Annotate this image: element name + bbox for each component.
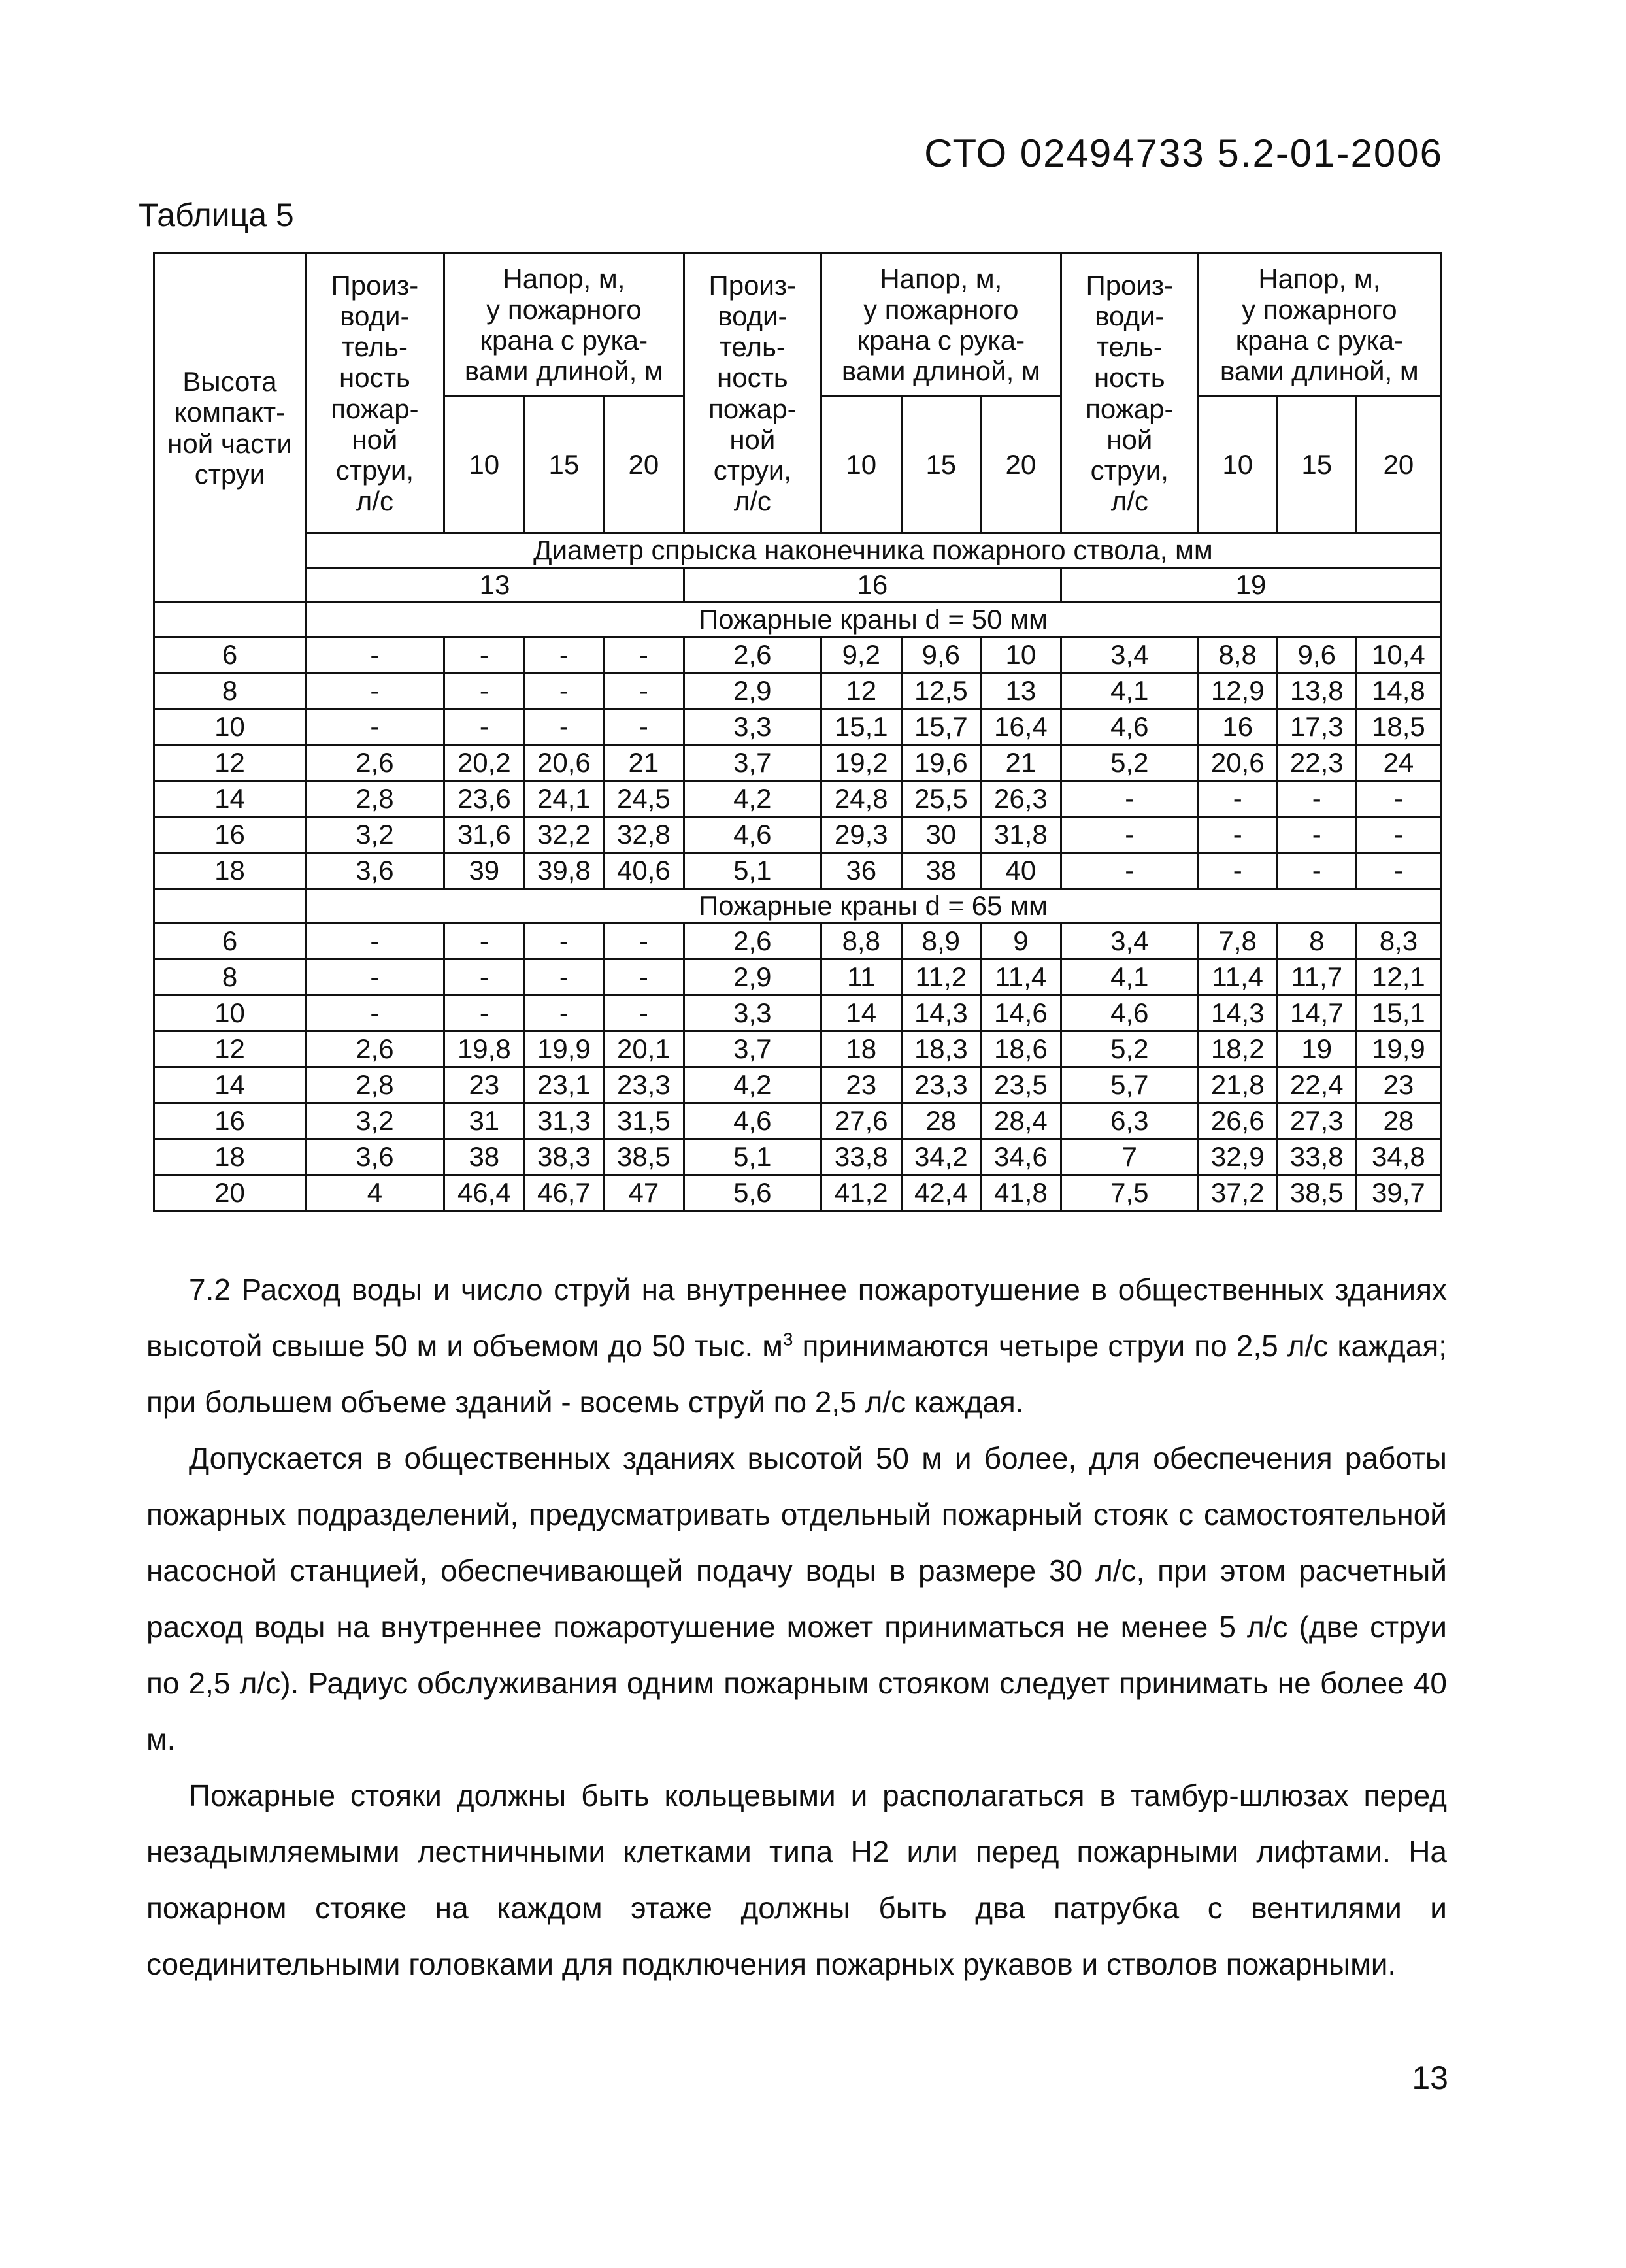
table-cell: 19,9 [1356,1031,1440,1067]
table-cell: 3,7 [684,1031,821,1067]
table-cell: 3,3 [684,995,821,1031]
table-cell: - [603,995,684,1031]
header-line: крана с рука- [480,325,648,356]
paragraph-7-2-text-end: принимаются четыре струи по 2,5 л/с каждая; при большем объеме зданий - восемь струй по 2,5 л/с каждая. [146,1329,1448,1419]
header-line: ность [339,362,410,393]
body-text [146,1261,1447,1992]
table-cell: 5,1 [684,853,821,889]
table-cell: - [1356,781,1440,817]
table-cell: 30 [901,817,980,853]
superscript-cubic: 3 [782,1329,793,1350]
table-cell: 42,4 [901,1175,980,1211]
table-cell: 19,8 [444,1031,524,1067]
header-line: вами длиной, м [841,356,1040,387]
table-cell: 31,5 [603,1103,684,1139]
table-cell: - [524,995,603,1031]
nozzle-diameter-16: 16 [684,568,1061,603]
table-cell: 12 [821,673,901,709]
hose-length-header: 10 [444,397,524,533]
table-cell: 39,7 [1356,1175,1440,1211]
table-cell: - [1277,817,1356,853]
pressure-header-16 [821,254,1061,397]
table-cell: 19,9 [524,1031,603,1067]
table-row [154,1031,1441,1067]
header-line: крана с рука- [1235,325,1404,356]
group-title: Пожарные краны d = 50 мм [305,603,1440,637]
table-cell: 3,6 [305,853,444,889]
table-cell: 16,4 [980,709,1061,745]
table-cell: - [444,673,524,709]
table-cell: 32,8 [603,817,684,853]
table-cell: 23,3 [901,1067,980,1103]
height-cell: 14 [154,1067,306,1103]
table-cell: 18,5 [1356,709,1440,745]
header-line: Напор, м, [1258,263,1381,294]
hose-length-header: 20 [603,397,684,533]
header-line: вами длиной, м [464,356,663,387]
header-line: струи [194,458,265,490]
table-cell: 23 [444,1067,524,1103]
table-cell: - [1061,817,1198,853]
table-cell: - [1198,853,1277,889]
table-cell: 10,4 [1356,637,1440,673]
table-cell: 8,3 [1356,924,1440,959]
table-cell: 40,6 [603,853,684,889]
table-row [154,781,1441,817]
table-row [154,1067,1441,1103]
table-cell: 7,5 [1061,1175,1198,1211]
table-cell: 37,2 [1198,1175,1277,1211]
table-cell: 18,2 [1198,1031,1277,1067]
header-line: води- [340,301,410,332]
table-cell: 22,3 [1277,745,1356,781]
table-cell: 38,5 [603,1139,684,1175]
table-cell: 5,1 [684,1139,821,1175]
table-cell: 32,2 [524,817,603,853]
table-cell: 28 [901,1103,980,1139]
table-cell: 17,3 [1277,709,1356,745]
table-cell: 27,3 [1277,1103,1356,1139]
height-cell: 6 [154,637,306,673]
table-cell: 46,7 [524,1175,603,1211]
header-line: л/с [733,485,771,516]
table-cell: 39,8 [524,853,603,889]
header-line: тель- [1096,331,1163,363]
header-line: води- [1095,301,1165,332]
table-cell: 7 [1061,1139,1198,1175]
header-line: Напор, м, [503,263,625,294]
table-cell: - [305,709,444,745]
height-cell: 16 [154,817,306,853]
paragraph-2: Допускается в общественных зданиях высотой 50 м и более, для обеспечения работы пожарных подразделений, предусматривать отдельный пожарный стояк с самостоятельной насосной станцией, обеспечивающей подачу воды в размере 30 л/с, при этом расчетный расход воды на внутреннее пожаротушение может приниматься не менее 5 л/с (две струи по 2,5 л/с). Радиус обслуживания одним пожарным стояком следует принимать не более 40 м. [146,1441,1447,1756]
table-cell: 21,8 [1198,1067,1277,1103]
table-cell: 24,1 [524,781,603,817]
header-line: Высота [182,366,277,397]
table-cell: - [1277,781,1356,817]
table-cell: - [603,959,684,995]
table-cell: 47 [603,1175,684,1211]
table-cell: 11 [821,959,901,995]
header-line: Произ- [708,270,797,301]
table-cell: 41,2 [821,1175,901,1211]
table-cell: 14 [821,995,901,1031]
header-line: струи, [1090,454,1169,486]
table-cell: 7,8 [1198,924,1277,959]
table-cell: 8,9 [901,924,980,959]
table-cell: 38,5 [1277,1175,1356,1211]
table-cell: - [444,709,524,745]
table-cell: 4 [305,1175,444,1211]
table-cell: 3,7 [684,745,821,781]
table-cell: 14,8 [1356,673,1440,709]
table-cell: - [603,637,684,673]
fire-hydrant-table [153,252,1442,1212]
table-cell: 26,6 [1198,1103,1277,1139]
table-cell: 21 [603,745,684,781]
hose-length-header: 10 [1198,397,1277,533]
group-title-blank [154,889,306,924]
table-row [154,637,1441,673]
header-line: ной [1106,424,1153,455]
table-cell: 3,4 [1061,924,1198,959]
table-cell: 11,4 [1198,959,1277,995]
table-cell: - [524,673,603,709]
table-cell: 2,9 [684,673,821,709]
height-cell: 6 [154,924,306,959]
table-cell: - [524,959,603,995]
table-cell: 38 [901,853,980,889]
table-row [154,745,1441,781]
table-cell: 9,6 [1277,637,1356,673]
header-line: ность [1093,362,1165,393]
table-cell: 20,2 [444,745,524,781]
table-cell: 26,3 [980,781,1061,817]
table-cell: 23,1 [524,1067,603,1103]
table-cell: 28 [1356,1103,1440,1139]
table-cell: 31,6 [444,817,524,853]
header-line: води- [718,301,788,332]
header-line: струи, [335,454,414,486]
height-cell: 10 [154,995,306,1031]
page-number: 13 [1412,2060,1448,2096]
table-cell: 2,6 [684,924,821,959]
table-cell: 9,2 [821,637,901,673]
table-cell: 15,1 [1356,995,1440,1031]
table-cell: 33,8 [1277,1139,1356,1175]
header-line: у пожарного [486,293,642,325]
table-cell: 13,8 [1277,673,1356,709]
table-cell: 11,7 [1277,959,1356,995]
header-line: ной [729,424,776,455]
table-cell: 34,8 [1356,1139,1440,1175]
table-cell: - [305,959,444,995]
header-line: струи, [713,454,791,486]
table-cell: 4,6 [684,817,821,853]
header-line: тель- [341,331,408,363]
table-cell: - [524,709,603,745]
table-cell: - [1061,781,1198,817]
capacity-header-16 [684,254,821,533]
header-line: Напор, м, [880,263,1003,294]
group-title-blank [154,603,306,637]
table-cell: 14,6 [980,995,1061,1031]
header-line: тель- [719,331,786,363]
table-cell: 24,8 [821,781,901,817]
table-cell: 36 [821,853,901,889]
table-cell: 8 [1277,924,1356,959]
table-cell: 32,9 [1198,1139,1277,1175]
header-line: пожар- [331,393,419,424]
header-line: компакт- [174,397,286,428]
height-cell: 8 [154,959,306,995]
table-cell: 18,3 [901,1031,980,1067]
table-cell: 2,6 [305,745,444,781]
hose-length-header: 15 [524,397,603,533]
nozzle-diameter-19: 19 [1061,568,1440,603]
header-line: ность [717,362,788,393]
capacity-header-13 [305,254,444,533]
pressure-header-13 [444,254,684,397]
table-cell: 4,1 [1061,959,1198,995]
table-cell: 20,1 [603,1031,684,1067]
table-cell: 21 [980,745,1061,781]
table-cell: 23,3 [603,1067,684,1103]
table-cell: - [1198,781,1277,817]
table-cell: 38,3 [524,1139,603,1175]
hose-length-header: 15 [901,397,980,533]
group-title: Пожарные краны d = 65 мм [305,889,1440,924]
header-line: ной [352,424,398,455]
table-cell: 5,7 [1061,1067,1198,1103]
header-line: крана с рука- [857,325,1025,356]
table-cell: 11,2 [901,959,980,995]
document-code: СТО 02494733 5.2-01-2006 [924,131,1443,175]
table-cell: 2,8 [305,781,444,817]
table-cell: 4,6 [684,1103,821,1139]
table-cell: - [1061,853,1198,889]
header-line: у пожарного [1242,293,1397,325]
header-line: Произ- [1086,270,1174,301]
table-cell: 4,2 [684,781,821,817]
table-cell: - [1198,817,1277,853]
table-cell: 3,2 [305,817,444,853]
hose-length-header: 10 [821,397,901,533]
nozzle-diameter-13: 13 [305,568,684,603]
table-cell: 24,5 [603,781,684,817]
table-cell: 15,7 [901,709,980,745]
table-cell: 3,2 [305,1103,444,1139]
table-cell: 14,3 [901,995,980,1031]
table-cell: 8,8 [821,924,901,959]
table-cell: 2,8 [305,1067,444,1103]
table-cell: - [305,673,444,709]
table-cell: 38 [444,1139,524,1175]
table-cell: 5,6 [684,1175,821,1211]
table-cell: - [444,995,524,1031]
hose-length-header: 20 [1356,397,1440,533]
nozzle-diameter-label: Диаметр спрыска наконечника пожарного ствола, мм [305,533,1440,568]
table-cell: 18 [821,1031,901,1067]
table-cell: - [603,924,684,959]
table-cell: 29,3 [821,817,901,853]
table-cell: 12,9 [1198,673,1277,709]
header-line: л/с [1110,485,1148,516]
table-cell: 14,7 [1277,995,1356,1031]
table-caption: Таблица 5 [139,197,294,233]
height-cell: 18 [154,853,306,889]
table-row [154,1139,1441,1175]
height-cell: 20 [154,1175,306,1211]
table-cell: 11,4 [980,959,1061,995]
table-cell: 34,6 [980,1139,1061,1175]
capacity-header-19 [1061,254,1198,533]
table-row [154,853,1441,889]
table-cell: 4,6 [1061,709,1198,745]
table-cell: - [444,959,524,995]
table-cell: 39 [444,853,524,889]
height-cell: 12 [154,1031,306,1067]
height-cell: 8 [154,673,306,709]
table-cell: 22,4 [1277,1067,1356,1103]
table-cell: 31,3 [524,1103,603,1139]
table-cell: - [305,924,444,959]
table-cell: 9 [980,924,1061,959]
table-cell: 34,2 [901,1139,980,1175]
table-cell: 12,5 [901,673,980,709]
table-row [154,1103,1441,1139]
table-cell: - [444,924,524,959]
header-line: у пожарного [863,293,1019,325]
table-cell: 2,6 [305,1031,444,1067]
table-cell: 4,6 [1061,995,1198,1031]
table-cell: 4,1 [1061,673,1198,709]
table-cell: 23 [1356,1067,1440,1103]
table-cell: - [1277,853,1356,889]
table-cell: - [603,673,684,709]
table-cell: 2,9 [684,959,821,995]
table-cell: 24 [1356,745,1440,781]
table-cell: 27,6 [821,1103,901,1139]
table-cell: 13 [980,673,1061,709]
table-cell: 8,8 [1198,637,1277,673]
table-cell: - [603,709,684,745]
header-line: ной части [167,427,292,459]
table-cell: - [305,637,444,673]
table-cell: 40 [980,853,1061,889]
paragraph-3: Пожарные стояки должны быть кольцевыми и располагаться в тамбур-шлюзах перед незадымляемыми лестничными клетками типа Н2 или перед пожарными лифтами. На пожарном стояке на каждом этаже должны быть два патрубка с вентилями и соединительными головками для подключения пожарных рукавов и стволов пожарными. [146,1778,1447,1981]
table-cell: 23 [821,1067,901,1103]
height-cell: 10 [154,709,306,745]
table-cell: 12,1 [1356,959,1440,995]
table-cell: 9,6 [901,637,980,673]
table-cell: 2,6 [684,637,821,673]
table-row [154,1175,1441,1211]
table-cell: 41,8 [980,1175,1061,1211]
header-line: пожар- [1086,393,1174,424]
table-cell: 3,3 [684,709,821,745]
table-cell: 14,3 [1198,995,1277,1031]
table-cell: - [1356,817,1440,853]
table-cell: - [524,924,603,959]
table-cell: 4,2 [684,1067,821,1103]
table-cell: 25,5 [901,781,980,817]
hose-length-header: 15 [1277,397,1356,533]
table-cell: 28,4 [980,1103,1061,1139]
table-cell: - [305,995,444,1031]
table-cell: 19,6 [901,745,980,781]
table-cell: 5,2 [1061,1031,1198,1067]
table-cell: 19,2 [821,745,901,781]
table-cell: 20,6 [524,745,603,781]
table-cell: 6,3 [1061,1103,1198,1139]
pressure-header-19 [1198,254,1440,397]
table-cell: 23,6 [444,781,524,817]
paragraph-7-2-text: 7.2 Расход воды и число струй на внутреннее пожаротушение в общественных зданиях высотой свыше 50 м и объемом до 50 тыс. м [146,1273,1447,1363]
height-cell: 16 [154,1103,306,1139]
table-cell: 23,5 [980,1067,1061,1103]
table-cell: 3,6 [305,1139,444,1175]
table-row [154,995,1441,1031]
table-cell: 16 [1198,709,1277,745]
table-cell: 5,2 [1061,745,1198,781]
header-line: Произ- [331,270,419,301]
table-cell: 31 [444,1103,524,1139]
table-row [154,817,1441,853]
height-cell: 18 [154,1139,306,1175]
table-cell: 3,4 [1061,637,1198,673]
header-line: вами длиной, м [1220,356,1419,387]
table-cell: 31,8 [980,817,1061,853]
height-cell: 14 [154,781,306,817]
paragraph-7-2 [146,1261,1447,1430]
table-row [154,709,1441,745]
height-header [154,254,306,603]
header-line: л/с [356,485,393,516]
table-cell: 46,4 [444,1175,524,1211]
height-cell: 12 [154,745,306,781]
table-cell: 18,6 [980,1031,1061,1067]
header-line: пожар- [708,393,797,424]
table-cell: 33,8 [821,1139,901,1175]
table-cell: 15,1 [821,709,901,745]
table-cell: 19 [1277,1031,1356,1067]
table-row [154,959,1441,995]
table-cell: - [444,637,524,673]
table-row [154,673,1441,709]
table-cell: 10 [980,637,1061,673]
table-cell: - [1356,853,1440,889]
table-row [154,924,1441,959]
table-cell: 20,6 [1198,745,1277,781]
hose-length-header: 20 [980,397,1061,533]
table-cell: - [524,637,603,673]
